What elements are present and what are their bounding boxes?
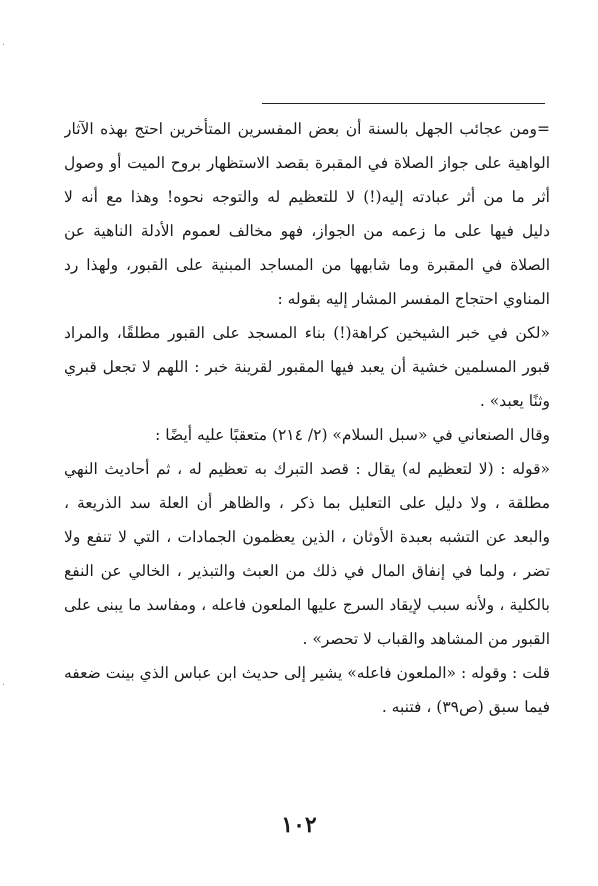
text-line: وقال الصنعاني في «سبل السلام» (٢/ ٢١٤) متعقبًا عليه أيضًا : (155, 426, 550, 444)
quote-line: «قوله : (لا لتعظيم له) يقال : قصد التبرك به تعظيم له ، ثم أحاديث النهي (64, 460, 550, 478)
quote-line: القبور من المشاهد والقباب لا تحصر» . (302, 630, 550, 648)
text-line: الصلاة في المقبرة وما شابهها من المساجد المبنية على القبور، ولهذا رد (64, 256, 550, 274)
scan-edge-mark: · (2, 680, 6, 691)
text-line: الواهية على جواز الصلاة في المقبرة بقصد الاستظهار بروح الميت أو وصول (64, 154, 550, 172)
quote-line: بالكلية ، ولأنه سبب لإيقاد السرج عليها الملعون فاعله ، ومفاسد ما يبنى على (64, 596, 550, 614)
text-line: دليل فيها على ما زعمه من الجواز، فهو مخالف لعموم الأدلة الناهية عن (64, 222, 550, 240)
text-line: قلت : وقوله : «الملعون فاعله» يشير إلى حديث ابن عباس الذي بينت ضعفه (64, 664, 550, 682)
quote-line: مطلقة ، ولا دليل على التعليل بما ذكر ، والظاهر أن العلة سد الذريعة ، (64, 494, 550, 512)
quote-line: والبعد عن التشبه بعبدة الأوثان ، الذين يعظمون الجمادات ، التي لا تنفع ولا (64, 528, 550, 546)
quote-line: «لكن في خبر الشيخين كراهة(!) بناء المسجد على القبور مطلقًا، والمراد (64, 324, 550, 342)
quote-line: قبور المسلمين خشية أن يعبد فيها المقبور لقرينة خبر : اللهم لا تجعل قبري (64, 358, 550, 376)
text-line: المناوي احتجاج المفسر المشار إليه بقوله : (277, 290, 550, 308)
footnote-text (64, 112, 550, 724)
page-number: ١٠٢ (281, 812, 317, 838)
text-line: =ومن عجائب الجهل بالسنة أن بعض المفسرين المتأخرين احتج بهذه الآثار (64, 120, 550, 138)
footnote-separator (262, 103, 545, 104)
text-line: فيما سبق (ص٣٩) ، فتنبه . (381, 698, 550, 716)
scan-edge-mark: · (2, 40, 6, 51)
text-line: أثر ما من أثر عبادته إليه(!) لا للتعظيم له والتوجه نحوه! وهذا مع أنه لا (64, 188, 550, 206)
quote-line: وثنًا يعبد» . (479, 392, 550, 410)
quote-line: تضر ، ولما في إنفاق المال في ذلك من العبث والتبذير ، الخالي عن النفع (64, 562, 550, 580)
